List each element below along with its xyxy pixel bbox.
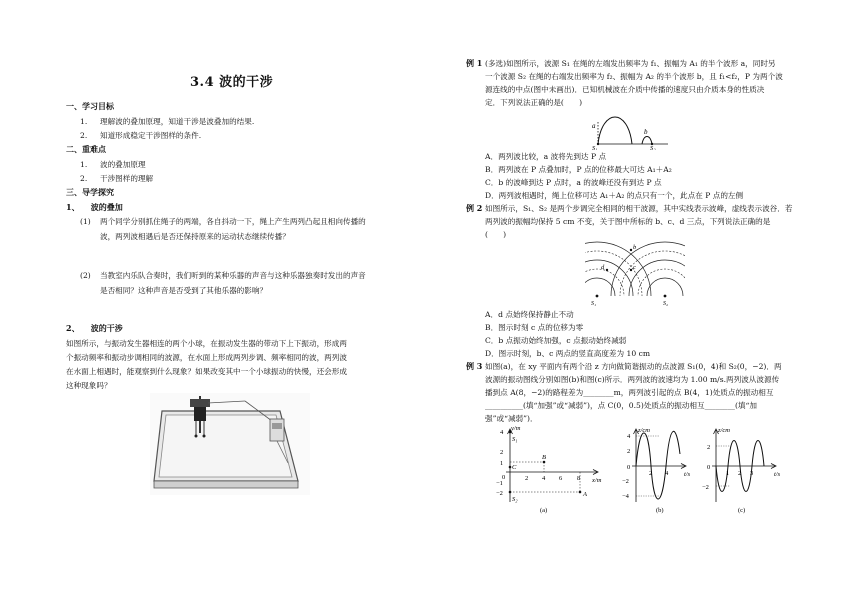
- graph-a-ytick-1: 1: [500, 460, 504, 467]
- point-c-label: c: [633, 264, 636, 271]
- graph-a-point-c: C: [512, 464, 517, 471]
- question-1b-line-1: 当教室内乐队合奏时，我们听到的某种乐器的声音与这种乐器独奏时发出的声音: [100, 271, 366, 280]
- question-1b-line-2: 是否相同？这种声音是否受到了其他乐器的影响？: [100, 286, 268, 295]
- example-1-label: 例 1: [466, 58, 483, 68]
- key-item-2: 2. 干涉图样的理解: [80, 174, 154, 183]
- graph-a-point-s1: S₁: [512, 436, 518, 443]
- question-2-line-1: 如图所示，与振动发生器相连的两个小球，在振动发生器的带动下上下振动，形成两: [66, 339, 347, 348]
- graph-a-ytick-neg2: −2: [496, 490, 503, 497]
- example-2-option-a: A．d 点始终保持静止不动: [485, 310, 574, 319]
- page-title: 3.4 波的干涉: [190, 75, 274, 90]
- graph-a-xtick-4: 4: [542, 475, 546, 482]
- example-3-line-4: __________(填“加强”或“减弱”)，点 C(0，0.5)处质点的振动相互________(填“加: [485, 401, 757, 410]
- graph-b-xtick-2: 2: [649, 470, 653, 477]
- section-heading-guided: 三、导学探究: [66, 187, 114, 197]
- graph-a-ylabel: y/m: [511, 425, 521, 432]
- interference-pattern-figure: [585, 240, 685, 306]
- question-1b-num: (2): [80, 271, 91, 280]
- graph-c-xlabel: t/s: [774, 471, 781, 478]
- source-s1-label: S₁: [591, 301, 597, 306]
- example-1-option-a: A．两列波比较，a 波将先到达 P 点: [485, 152, 607, 161]
- example-3-label: 例 3: [466, 361, 483, 371]
- question-2-line-2: 个振动频率和振动步调相同的波源，在水面上形成两列步调、频率相同的波，两列波: [66, 353, 347, 362]
- graph-b-xlabel: t/s: [684, 471, 691, 478]
- graph-a-point-b: B: [542, 454, 546, 461]
- graph-a-xtick-2: 2: [525, 475, 529, 482]
- example-1-option-d: D．两列波相遇时，绳上位移可达 A₁＋A₂ 的点只有一个，此点在 P 点的左侧: [485, 191, 744, 200]
- example-1-option-b: B．两列波在 P 点叠加时，P 点的位移最大可达 A₁＋A₂: [485, 165, 672, 174]
- goal-item-2: 2. 知道形成稳定干涉图样的条件.: [80, 131, 202, 140]
- graph-c-source2-vibration: [700, 424, 790, 514]
- point-d-label: d: [601, 264, 605, 271]
- example-2-label: 例 2: [466, 203, 483, 213]
- example-1-line-3: 源连线的中点(图中未画出)．已知机械波在介质中传播的速度只由介质本身的性质决: [485, 85, 765, 94]
- graph-a-ytick-0: 0: [502, 474, 506, 481]
- question-1a-num: (1): [80, 217, 91, 226]
- question-1-heading: 1、 波的叠加: [66, 202, 123, 212]
- section-heading-goals: 一、学习目标: [66, 101, 114, 111]
- example-3-line-2: 波源的振动图线分别如图(b)和图(c)所示．两列波的波速均为 1.00 m/s.两列波从波源传: [485, 375, 780, 384]
- example-1-line-2: 一个波源 S₂ 在绳的右端发出频率为 f₂、振幅为 A₂ 的半个波形 b，且 f₁<f₂，P 为两个波: [485, 72, 783, 81]
- graph-c-ytick-neg2: −2: [702, 484, 709, 491]
- graph-b-ytick-4: 4: [627, 433, 631, 440]
- source-s2-label: S₂: [663, 301, 669, 306]
- example-2-option-c: C．b 点振动始终加强，c 点振动始终减弱: [485, 336, 627, 345]
- example-1-line-4: 定．下列说法正确的是( ): [485, 98, 583, 107]
- example-2-line-3: ( ): [485, 230, 507, 239]
- point-b-label: b: [633, 244, 637, 251]
- section-heading-keypoints: 二、重难点: [66, 144, 106, 154]
- graph-c-ytick-0: 0: [707, 464, 711, 471]
- graph-c-ylabel: z/cm: [718, 427, 730, 434]
- question-1a-line-1: 两个同学分别抓住绳子的两端，各自抖动一下，绳上产生两列凸起且相向传播的: [100, 217, 366, 226]
- question-2-line-4: 这种现象吗？: [66, 381, 112, 390]
- graph-c-xtick-2: 2: [738, 470, 742, 477]
- question-2-heading: 2、 波的干涉: [66, 323, 123, 333]
- goal-item-1: 1. 理解波的叠加原理，知道干涉是波叠加的结果.: [80, 117, 255, 126]
- graph-b-ylabel: z/cm: [638, 427, 650, 434]
- graph-b-caption: (b): [656, 507, 664, 514]
- example-2-option-b: B．图示时刻 c 点的位移为零: [485, 323, 584, 332]
- question-2-line-3: 在水面上相遇时，能观察到什么现象？如果改变其中一个小球振动的快慢，还会形成: [66, 367, 347, 376]
- ripple-tank-illustration: [150, 393, 310, 495]
- source-s1-label: S₁: [592, 145, 598, 150]
- rope-pulse-figure: [590, 108, 670, 150]
- example-1-option-c: C．b 的波峰到达 P 点时，a 的波峰还没有到达 P 点: [485, 178, 662, 187]
- graph-c-xtick-1: 1: [726, 470, 730, 477]
- example-3-line-5: 强”或“减弱”)．: [485, 414, 538, 423]
- graph-c-caption: (c): [738, 507, 746, 514]
- pulse-b-label: b: [644, 128, 648, 136]
- graph-b-ytick-0: 0: [627, 464, 631, 471]
- graph-a-source-positions: [488, 424, 608, 514]
- graph-b-ytick-neg2: −2: [622, 478, 629, 485]
- key-item-1: 1. 波的叠加原理: [80, 160, 146, 169]
- graph-a-ytick-4: 4: [500, 429, 504, 436]
- graph-a-point-s2: S₂: [512, 496, 518, 503]
- graph-b-ytick-neg4: −4: [622, 493, 629, 500]
- example-2-line-1: 如图所示，S₁、S₂ 是两个步调完全相同的相干波源，其中实线表示波峰，虚线表示波谷．若: [485, 204, 793, 213]
- graph-a-xlabel: x/m: [592, 477, 602, 484]
- example-1-line-1: (多选)如图所示，波源 S₁ 在绳的左端发出频率为 f₁、振幅为 A₁ 的半个波形 a，同时另: [485, 59, 776, 68]
- graph-b-source1-vibration: [620, 424, 700, 514]
- graph-a-xtick-8: 8: [577, 475, 581, 482]
- example-3-line-1: 如图(a)，在 xy 平面内有两个沿 z 方向做简谐振动的点波源 S₁(0，4)和 S₂(0，−2)．两: [485, 362, 782, 371]
- graph-c-xtick-3: 3: [750, 470, 754, 477]
- graph-b-xtick-4: 4: [665, 470, 669, 477]
- example-3-line-3: 播到点 A(8，−2)的路程差为________m，两列波引起的点 B(4，1)处质点的振动相互: [485, 388, 774, 397]
- graph-a-ytick-2: 2: [500, 449, 504, 456]
- source-s2-label: S₂: [650, 145, 656, 150]
- graph-a-xtick-6: 6: [559, 475, 563, 482]
- graph-a-caption: (a): [540, 507, 548, 514]
- graph-a-ytick-neg1: −1: [496, 480, 503, 487]
- graph-b-ytick-2: 2: [627, 448, 631, 455]
- pulse-a-label: a: [592, 122, 596, 130]
- graph-c-ytick-2: 2: [707, 444, 711, 451]
- graph-a-point-a: A: [583, 491, 587, 498]
- example-2-line-2: 两列波的振幅均保持 5 cm 不变，关于图中所标的 b、c、d 三点，下列说法正确的是: [485, 217, 771, 226]
- example-2-option-d: D．图示时刻，b、c 两点的竖直高度差为 10 cm: [485, 349, 651, 358]
- question-1a-line-2: 波，两列波相遇后是否还保持原来的运动状态继续传播？: [100, 232, 290, 241]
